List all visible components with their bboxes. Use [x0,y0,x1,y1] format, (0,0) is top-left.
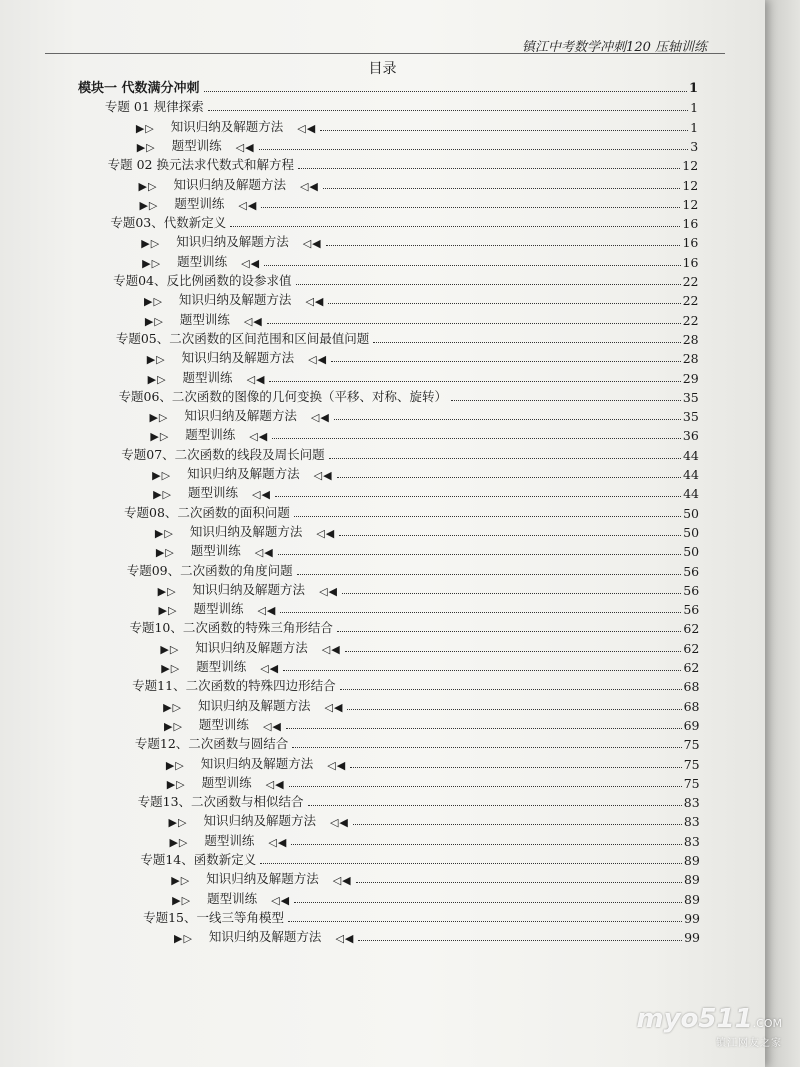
toc-subentry [142,252,698,270]
arrow-marker-end: ◁◀ [243,314,263,328]
dot-leader [340,688,682,690]
toc-entry-label: 知识归纳及解题方法 [189,523,303,539]
dot-leader [334,418,681,420]
dot-leader [283,669,681,671]
toc-page-number: 50 [683,544,700,560]
toc-entry-label: 专题11、二次函数的特殊四边形结合 [132,678,336,694]
toc-topic [105,97,698,115]
toc-page-number: 12 [682,158,699,174]
toc-entry-label: 题型训练 [190,543,241,559]
toc-subentry [161,657,699,675]
toc-page-number: 16 [682,235,699,251]
arrow-marker-start: ▶▷ [136,140,156,154]
toc-page-number: 75 [683,775,700,791]
dot-leader [294,515,681,517]
toc-subentry [137,136,698,154]
toc-page-number: 99 [684,930,700,946]
header-rule [45,53,725,54]
toc-page-number: 62 [683,640,700,656]
toc-subentry [147,348,699,366]
arrow-marker-end: ◁◀ [271,893,291,907]
toc-subentry [155,522,699,540]
toc-page-number: 75 [683,737,700,753]
arrow-marker-end: ◁◀ [297,121,317,135]
toc-page-number: 75 [683,756,700,772]
arrow-marker-end: ◁◀ [235,140,255,154]
toc-subentry [169,831,699,849]
toc-page-number: 62 [683,621,700,637]
toc-page-number: 56 [683,563,700,579]
arrow-marker-end: ◁◀ [321,642,341,656]
toc-entry-label: 题型训练 [196,659,247,674]
toc-page-number: 12 [682,177,699,193]
toc-page-number: 89 [683,853,700,868]
arrow-marker-end: ◁◀ [299,179,319,193]
arrow-marker-end: ◁◀ [302,237,322,251]
toc-entry-label: 专题 01 规律探索 [104,99,204,115]
dot-leader [331,360,681,362]
arrow-marker-start: ▶▷ [166,777,186,791]
dot-leader [264,264,680,266]
toc-topic [143,908,700,926]
toc-entry-label: 专题10、二次函数的特殊三角形结合 [129,620,333,636]
toc-topic [127,561,699,579]
toc-entry-label: 知识归纳及解题方法 [170,118,284,134]
arrow-marker-start: ▶▷ [139,198,159,212]
toc-subentry [136,117,698,135]
toc-page-number: 89 [683,872,700,888]
dot-leader [347,708,681,710]
toc-page-number: 28 [682,351,699,367]
toc-entry-label: 知识归纳及解题方法 [184,408,297,424]
toc-topic [121,445,699,463]
arrow-marker-end: ◁◀ [254,546,274,560]
dot-leader [358,939,682,941]
arrow-marker-end: ◁◀ [252,488,271,502]
toc-entry-label: 专题04、反比例函数的设参求值 [113,273,292,288]
toc-entry-label: 知识归纳及解题方法 [200,755,314,771]
toc-topic [129,618,699,636]
arrow-marker-start: ▶▷ [157,584,177,598]
dot-leader [294,901,682,903]
arrow-marker-start: ▶▷ [141,237,161,251]
toc-page-number: 36 [682,428,699,444]
dot-leader [326,244,681,246]
toc-subentry [166,754,700,772]
dot-leader [328,302,680,304]
dot-leader [339,534,681,536]
arrow-marker-end: ◁◀ [324,700,344,714]
toc-page-number: 22 [682,312,699,328]
dot-leader [261,206,680,208]
dot-leader [356,881,682,883]
arrow-marker-end: ◁◀ [249,430,269,444]
arrow-marker-start: ▶▷ [165,758,185,772]
arrow-marker-end: ◁◀ [268,835,288,849]
arrow-marker-start: ▶▷ [155,546,175,560]
toc-page-number: 35 [682,389,699,405]
dot-leader [278,553,682,555]
arrow-marker-end: ◁◀ [246,372,266,386]
arrow-marker-start: ▶▷ [171,874,191,888]
toc-page-number: 44 [683,467,699,482]
toc-page-number: 1 [690,100,699,116]
toc-page-number: 28 [682,331,699,347]
toc-page-number: 16 [682,254,699,270]
toc-entry-label: 题型训练 [204,832,255,848]
arrow-marker-end: ◁◀ [332,874,352,888]
dot-leader [337,476,681,478]
arrow-marker-end: ◁◀ [308,353,328,367]
toc-page-number: 99 [684,910,700,926]
toc-topic [135,734,700,752]
toc-page-number: 56 [683,602,700,618]
dot-leader [208,109,688,111]
toc-page-number: 56 [683,582,700,598]
dot-leader [451,399,681,401]
toc-entry-label: 专题13、二次函数与相似结合 [137,794,304,810]
arrow-marker-start: ▶▷ [144,314,164,328]
arrow-marker-start: ▶▷ [152,469,172,482]
toc-page-number: 44 [683,486,699,502]
arrow-marker-end: ◁◀ [241,256,261,270]
dot-leader [291,843,682,845]
arrow-marker-end: ◁◀ [262,719,282,733]
toc-entry-label: 题型训练 [188,485,239,501]
toc-subentry [145,310,699,328]
toc-page-number: 44 [682,447,699,463]
dot-leader [272,437,681,439]
dot-leader [373,341,680,343]
arrow-marker-start: ▶▷ [150,430,170,444]
dot-leader [320,129,688,131]
toc-subentry [163,696,699,714]
toc-entry-label: 知识归纳及解题方法 [187,466,300,481]
toc-page-number: 22 [682,274,699,289]
toc-entry-label: 知识归纳及解题方法 [198,697,311,713]
toc-subentry [164,715,700,733]
toc-topic [138,792,700,810]
toc-entry-label: 知识归纳及解题方法 [192,581,306,597]
dot-leader [292,746,681,748]
toc-subentry [139,194,698,212]
toc-page-number: 83 [683,795,700,811]
arrow-marker-start: ▶▷ [135,121,155,135]
arrow-marker-end: ◁◀ [327,758,347,772]
toc-entry-label: 知识归纳及解题方法 [206,871,319,887]
dot-leader [275,495,681,497]
dot-leader [269,380,680,382]
arrow-marker-start: ▶▷ [160,642,180,656]
toc-entry-label: 专题03、代数新定义 [110,215,227,231]
toc-subentry [160,638,699,656]
toc-entry-label: 知识归纳及解题方法 [181,350,295,366]
toc-topic [140,850,699,868]
arrow-marker-end: ◁◀ [257,604,277,618]
toc-entry-label: 题型训练 [179,311,230,327]
toc-page-number: 50 [683,524,700,540]
toc-entry-label: 知识归纳及解题方法 [173,176,286,192]
toc-subentry [158,580,700,598]
toc-title: 目录 [368,61,397,77]
toc-subentry [174,927,700,945]
toc-subentry [156,541,699,559]
toc-subentry [149,406,698,424]
toc-page-number: 62 [683,660,700,675]
arrow-marker-end: ◁◀ [316,526,336,540]
arrow-marker-start: ▶▷ [146,353,166,367]
arrow-marker-start: ▶▷ [172,893,192,907]
toc-entry-label: 题型训练 [177,253,228,269]
toc-topic [132,676,699,694]
toc-topic [113,271,698,289]
toc-entry-label: 专题15、一线三等角模型 [143,909,284,925]
arrow-marker-end: ◁◀ [265,777,285,791]
toc-topic [124,503,699,521]
dot-leader [323,187,680,189]
toc-subentry [152,464,699,482]
next-page-edge [760,0,800,1067]
toc-page-number: 68 [683,679,700,695]
arrow-marker-start: ▶▷ [168,816,188,830]
toc-entry-label: 专题05、二次函数的区间范围和区间最值问题 [115,330,370,346]
dot-leader [353,823,682,825]
arrow-marker-start: ▶▷ [174,932,193,946]
dot-leader [267,322,681,324]
toc-entry-label: 题型训练 [185,427,236,443]
arrow-marker-start: ▶▷ [169,835,189,849]
toc-page-number: 1 [690,119,699,135]
toc-entry-label: 题型训练 [174,195,225,211]
toc-module [78,78,698,96]
toc-entry-label: 专题07、二次函数的线段及周长问题 [121,446,325,462]
dot-leader [298,167,680,169]
toc-page-number: 83 [683,833,700,849]
toc-topic [110,213,698,231]
toc-entry-label: 题型训练 [207,890,258,906]
toc-entry-label: 题型训练 [201,774,252,790]
toc-subentry [150,425,698,443]
arrow-marker-start: ▶▷ [138,179,158,193]
arrow-marker-end: ◁◀ [260,662,280,675]
toc-subentry [141,232,698,250]
dot-leader [329,457,681,459]
toc-entry-label: 题型训练 [193,601,244,617]
dot-leader [345,650,682,652]
arrow-marker-start: ▶▷ [153,488,172,502]
arrow-marker-start: ▶▷ [161,662,181,675]
toc-topic [108,155,699,173]
dot-leader [350,766,682,768]
toc-page-number: 22 [682,293,699,309]
toc-entry-label: 知识归纳及解题方法 [195,639,308,655]
dot-leader [342,592,681,594]
toc-page-number: 68 [683,698,700,714]
toc-page-number: 1 [688,81,698,96]
arrow-marker-start: ▶▷ [142,256,162,270]
toc-subentry [139,175,699,193]
toc-entry-label: 知识归纳及解题方法 [208,929,322,945]
toc-entry-label: 题型训练 [182,369,233,385]
toc-subentry [153,483,699,501]
toc-entry-label: 知识归纳及解题方法 [176,234,289,250]
toc-entry-label: 知识归纳及解题方法 [203,813,316,829]
toc-entry-label: 模块一 代数满分冲刺 [78,81,200,96]
arrow-marker-start: ▶▷ [158,604,178,618]
toc-entry-label: 专题09、二次函数的角度问题 [126,562,293,578]
dot-leader [260,862,682,864]
arrow-marker-end: ◁◀ [313,469,333,482]
toc-entry-label: 专题06、二次函数的图像的几何变换（平移、对称、旋转） [118,388,447,404]
arrow-marker-end: ◁◀ [238,198,258,212]
dot-leader [230,225,680,227]
toc-subentry [167,773,700,791]
arrow-marker-start: ▶▷ [163,700,182,714]
toc-subentry [169,811,700,829]
toc-entry-label: 题型训练 [198,716,249,732]
arrow-marker-start: ▶▷ [164,719,183,733]
toc-page-number: 3 [690,138,699,154]
toc-entry-label: 专题12、二次函数与圆结合 [134,736,289,752]
arrow-marker-end: ◁◀ [310,411,330,425]
toc-entry-label: 专题 02 换元法求代数式和解方程 [107,157,294,173]
toc-entry-label: 专题08、二次函数的面积问题 [124,504,290,520]
toc-page-number: 16 [682,216,699,232]
toc-page-number: 83 [683,814,700,830]
dot-leader [296,283,681,285]
dot-leader [297,573,682,575]
dot-leader [259,148,689,150]
dot-leader [286,727,682,729]
toc-page-number: 50 [683,505,699,521]
dot-leader [280,611,681,613]
dot-leader [308,804,682,806]
arrow-marker-end: ◁◀ [305,295,325,309]
dot-leader [289,785,682,787]
dot-leader [337,630,682,632]
toc-subentry [171,869,700,887]
toc-subentry [159,599,700,617]
toc-topic [116,329,699,347]
arrow-marker-start: ▶▷ [154,526,174,540]
toc-entry-label: 知识归纳及解题方法 [178,292,292,308]
toc-page-number: 69 [683,717,700,733]
arrow-marker-end: ◁◀ [319,584,338,598]
arrow-marker-start: ▶▷ [149,411,169,425]
arrow-marker-start: ▶▷ [147,372,167,386]
toc-entry-label: 专题14、函数新定义 [140,852,257,867]
toc-topic [119,387,699,405]
arrow-marker-start: ▶▷ [144,295,163,309]
toc-page-number: 29 [682,370,699,386]
toc-entry-label: 题型训练 [171,137,222,153]
toc-page-number: 12 [682,196,699,212]
toc-subentry [172,889,700,907]
running-header: 镇江中考数学冲刺120 压轴训练 [522,40,707,55]
site-watermark: myo511.COM 镇江网友之家 [636,1004,782,1049]
toc-page-number: 35 [682,409,699,425]
arrow-marker-end: ◁◀ [329,816,349,830]
dot-leader [288,920,682,922]
arrow-marker-end: ◁◀ [335,932,355,946]
toc-subentry [144,290,699,308]
toc-page-number: 89 [684,891,700,907]
toc-subentry [148,368,699,386]
dot-leader [204,90,687,92]
